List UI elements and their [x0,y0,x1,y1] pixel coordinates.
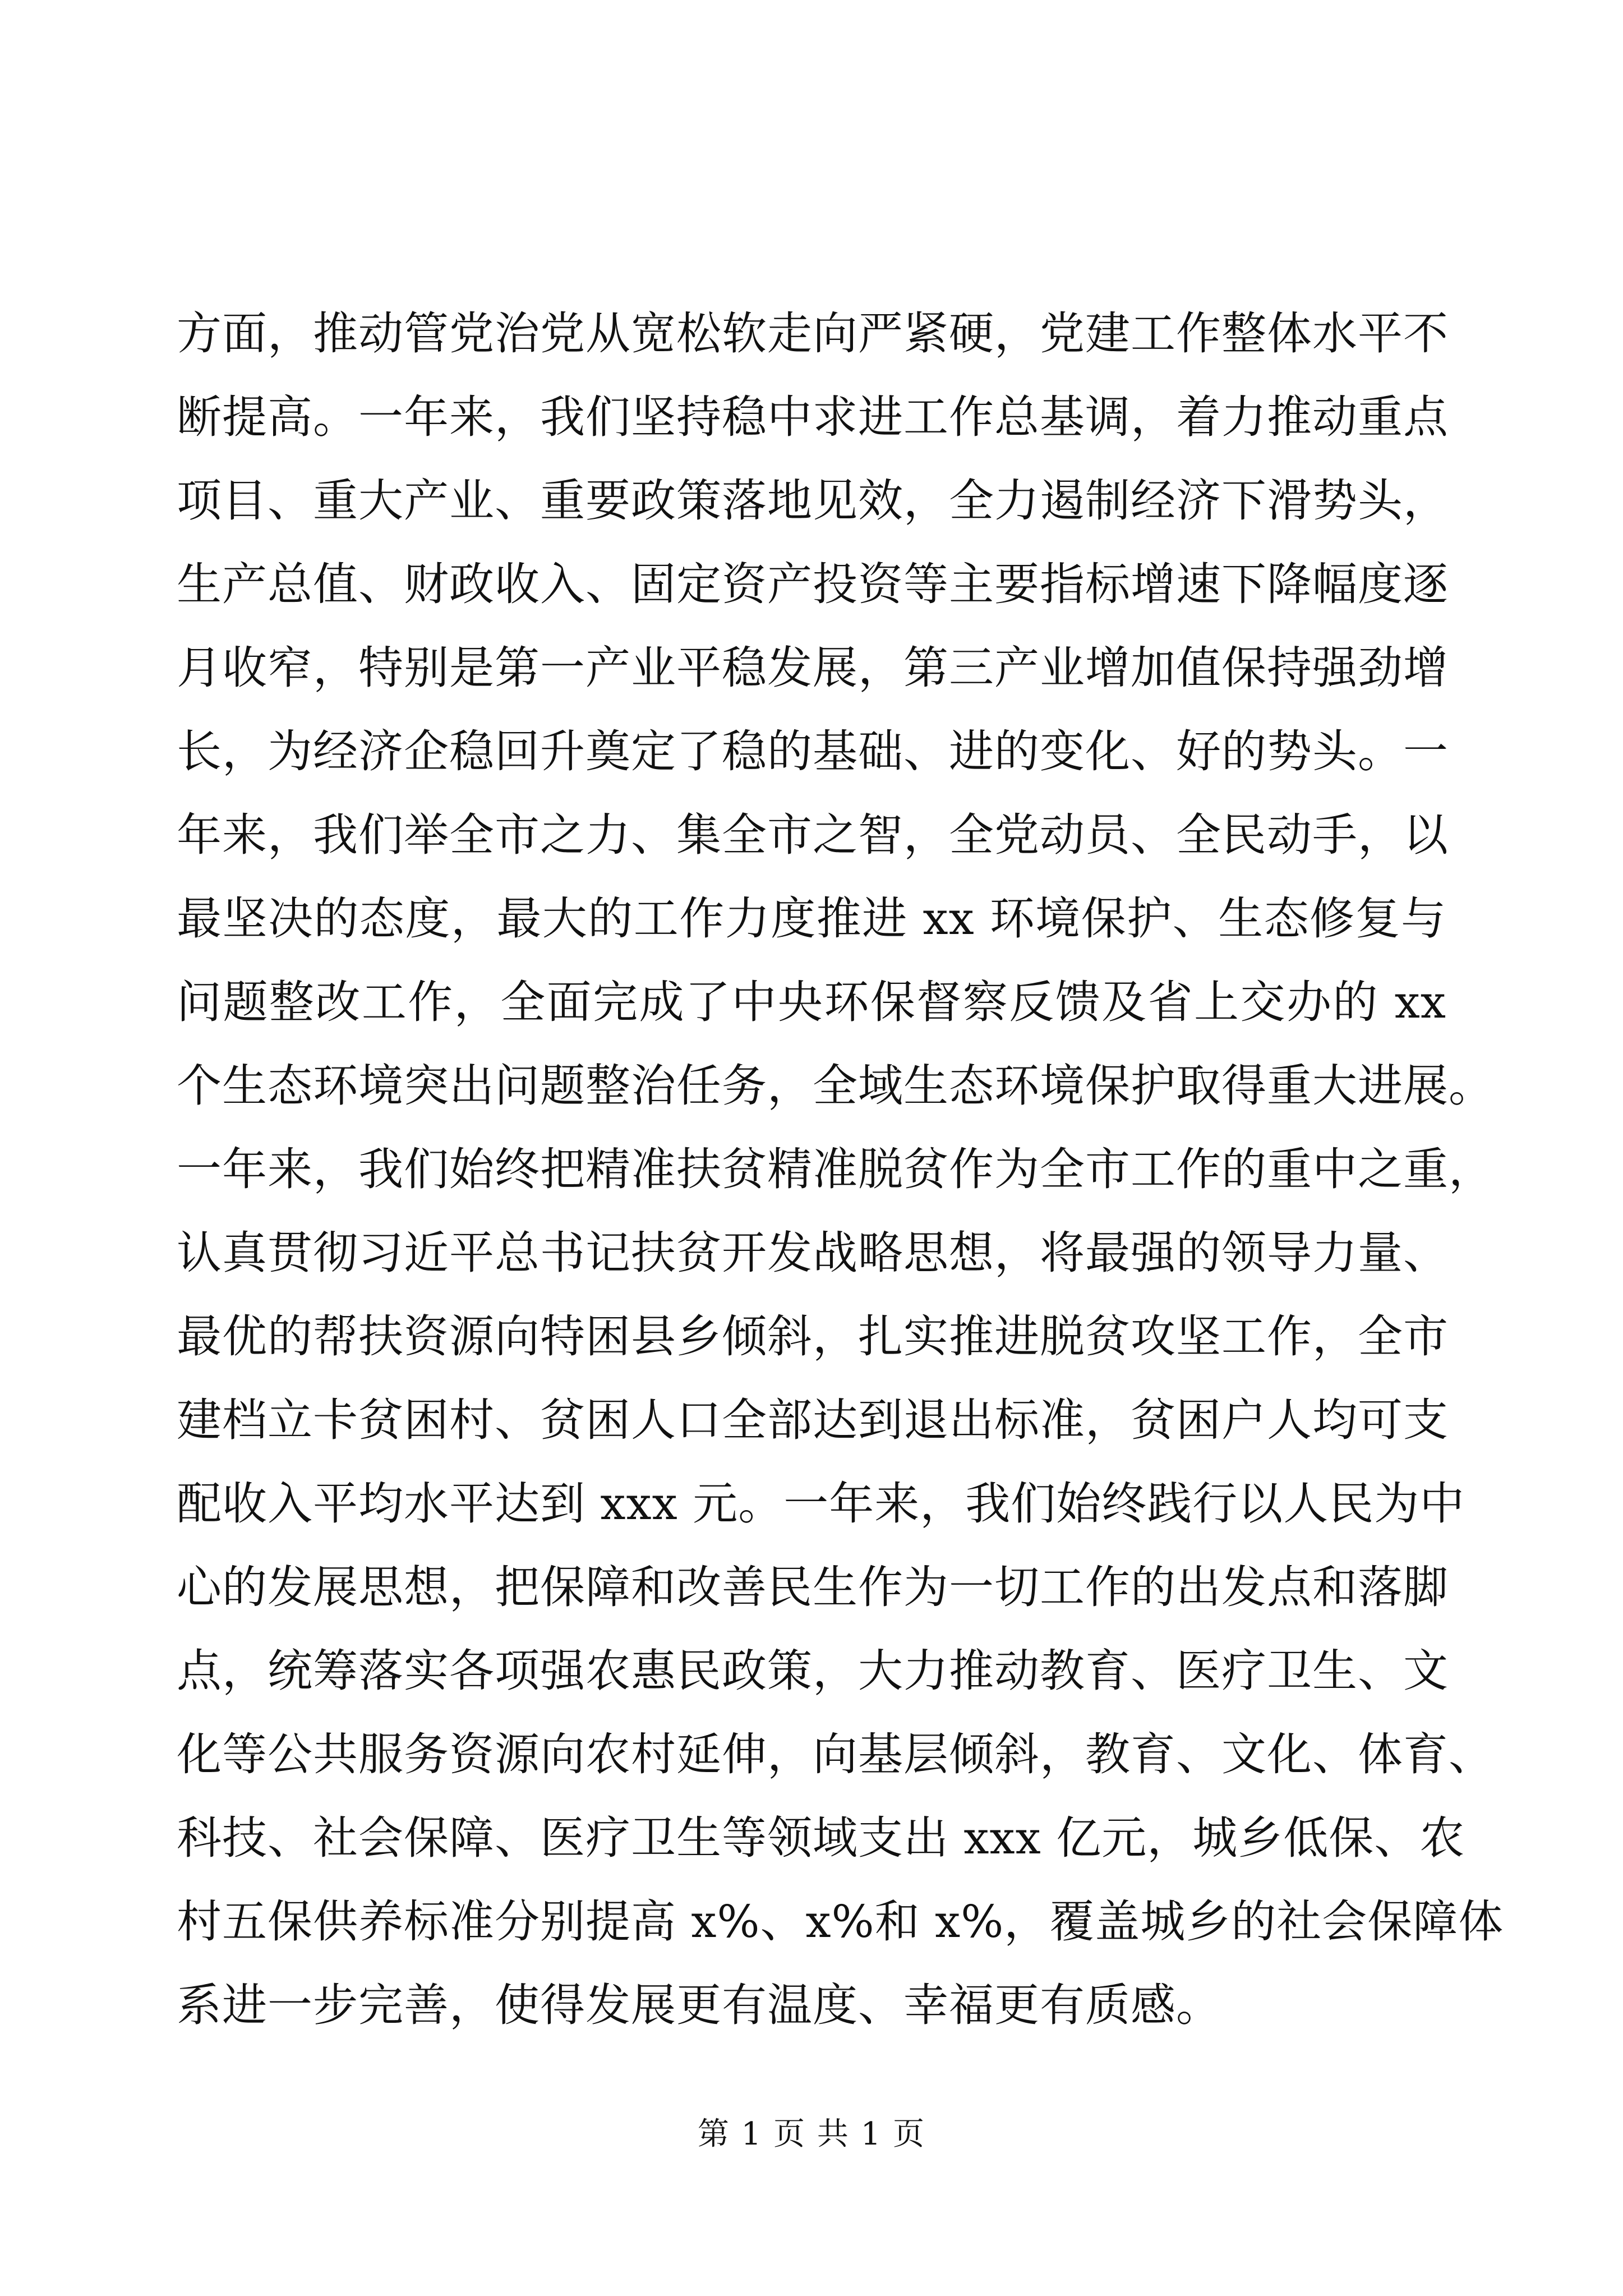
text-line: 个生态环境突出问题整治任务，全域生态环境保护取得重大进展。 [177,1060,1494,1112]
text-line: 方面，推动管党治党从宽松软走向严紧硬，党建工作整体水平不 [177,307,1449,360]
text-line: 项目、重大产业、重要政策落地见效，全力遏制经济下滑势头， [177,475,1449,527]
text-line: 科技、社会保障、医疗卫生等领域支出 xxx 亿元，城乡低保、农 [177,1812,1465,1864]
text-line: 最优的帮扶资源向特困县乡倾斜，扎实推进脱贫攻坚工作，全市 [177,1310,1449,1363]
text-line: 生产总值、财政收入、固定资产投资等主要指标增速下降幅度逐 [177,558,1449,610]
page-footer: 第 1 页 共 1 页 [697,2116,926,2152]
text-line: 配收入平均水平达到 xxx 元。一年来，我们始终践行以人民为中 [177,1478,1465,1530]
text-line: 问题整改工作，全面完成了中央环保督察反馈及省上交办的 xx [177,976,1446,1028]
text-line: 长，为经济企稳回升奠定了稳的基础、进的变化、好的势头。一 [177,725,1449,777]
text-line: 化等公共服务资源向农村延伸，向基层倾斜，教育、文化、体育、 [177,1728,1494,1780]
text-line: 心的发展思想，把保障和改善民生作为一切工作的出发点和落脚 [177,1561,1449,1613]
text-line: 点，统筹落实各项强农惠民政策，大力推动教育、医疗卫生、文 [177,1645,1449,1697]
text-line: 建档立卡贫困村、贫困人口全部达到退出标准，贫困户人均可支 [177,1394,1449,1446]
text-line: 村五保供养标准分别提高 x%、x%和 x%，覆盖城乡的社会保障体 [177,1895,1504,1948]
text-line: 最坚决的态度，最大的工作力度推进 xx 环境保护、生态修复与 [177,892,1446,945]
body-paragraph [177,292,1504,2047]
text-line: 系进一步完善，使得发展更有温度、幸福更有质感。 [177,1979,1221,2031]
text-line: 认真贯彻习近平总书记扶贫开发战略思想，将最强的领导力量、 [177,1227,1449,1279]
text-line: 月收窄，特别是第一产业平稳发展，第三产业增加值保持强劲增 [177,642,1449,694]
text-line: 一年来，我们始终把精准扶贫精准脱贫作为全市工作的重中之重， [177,1143,1494,1195]
text-line: 断提高。一年来，我们坚持稳中求进工作总基调，着力推动重点 [177,391,1449,443]
text-line: 年来，我们举全市之力、集全市之智，全党动员、全民动手，以 [177,809,1449,861]
